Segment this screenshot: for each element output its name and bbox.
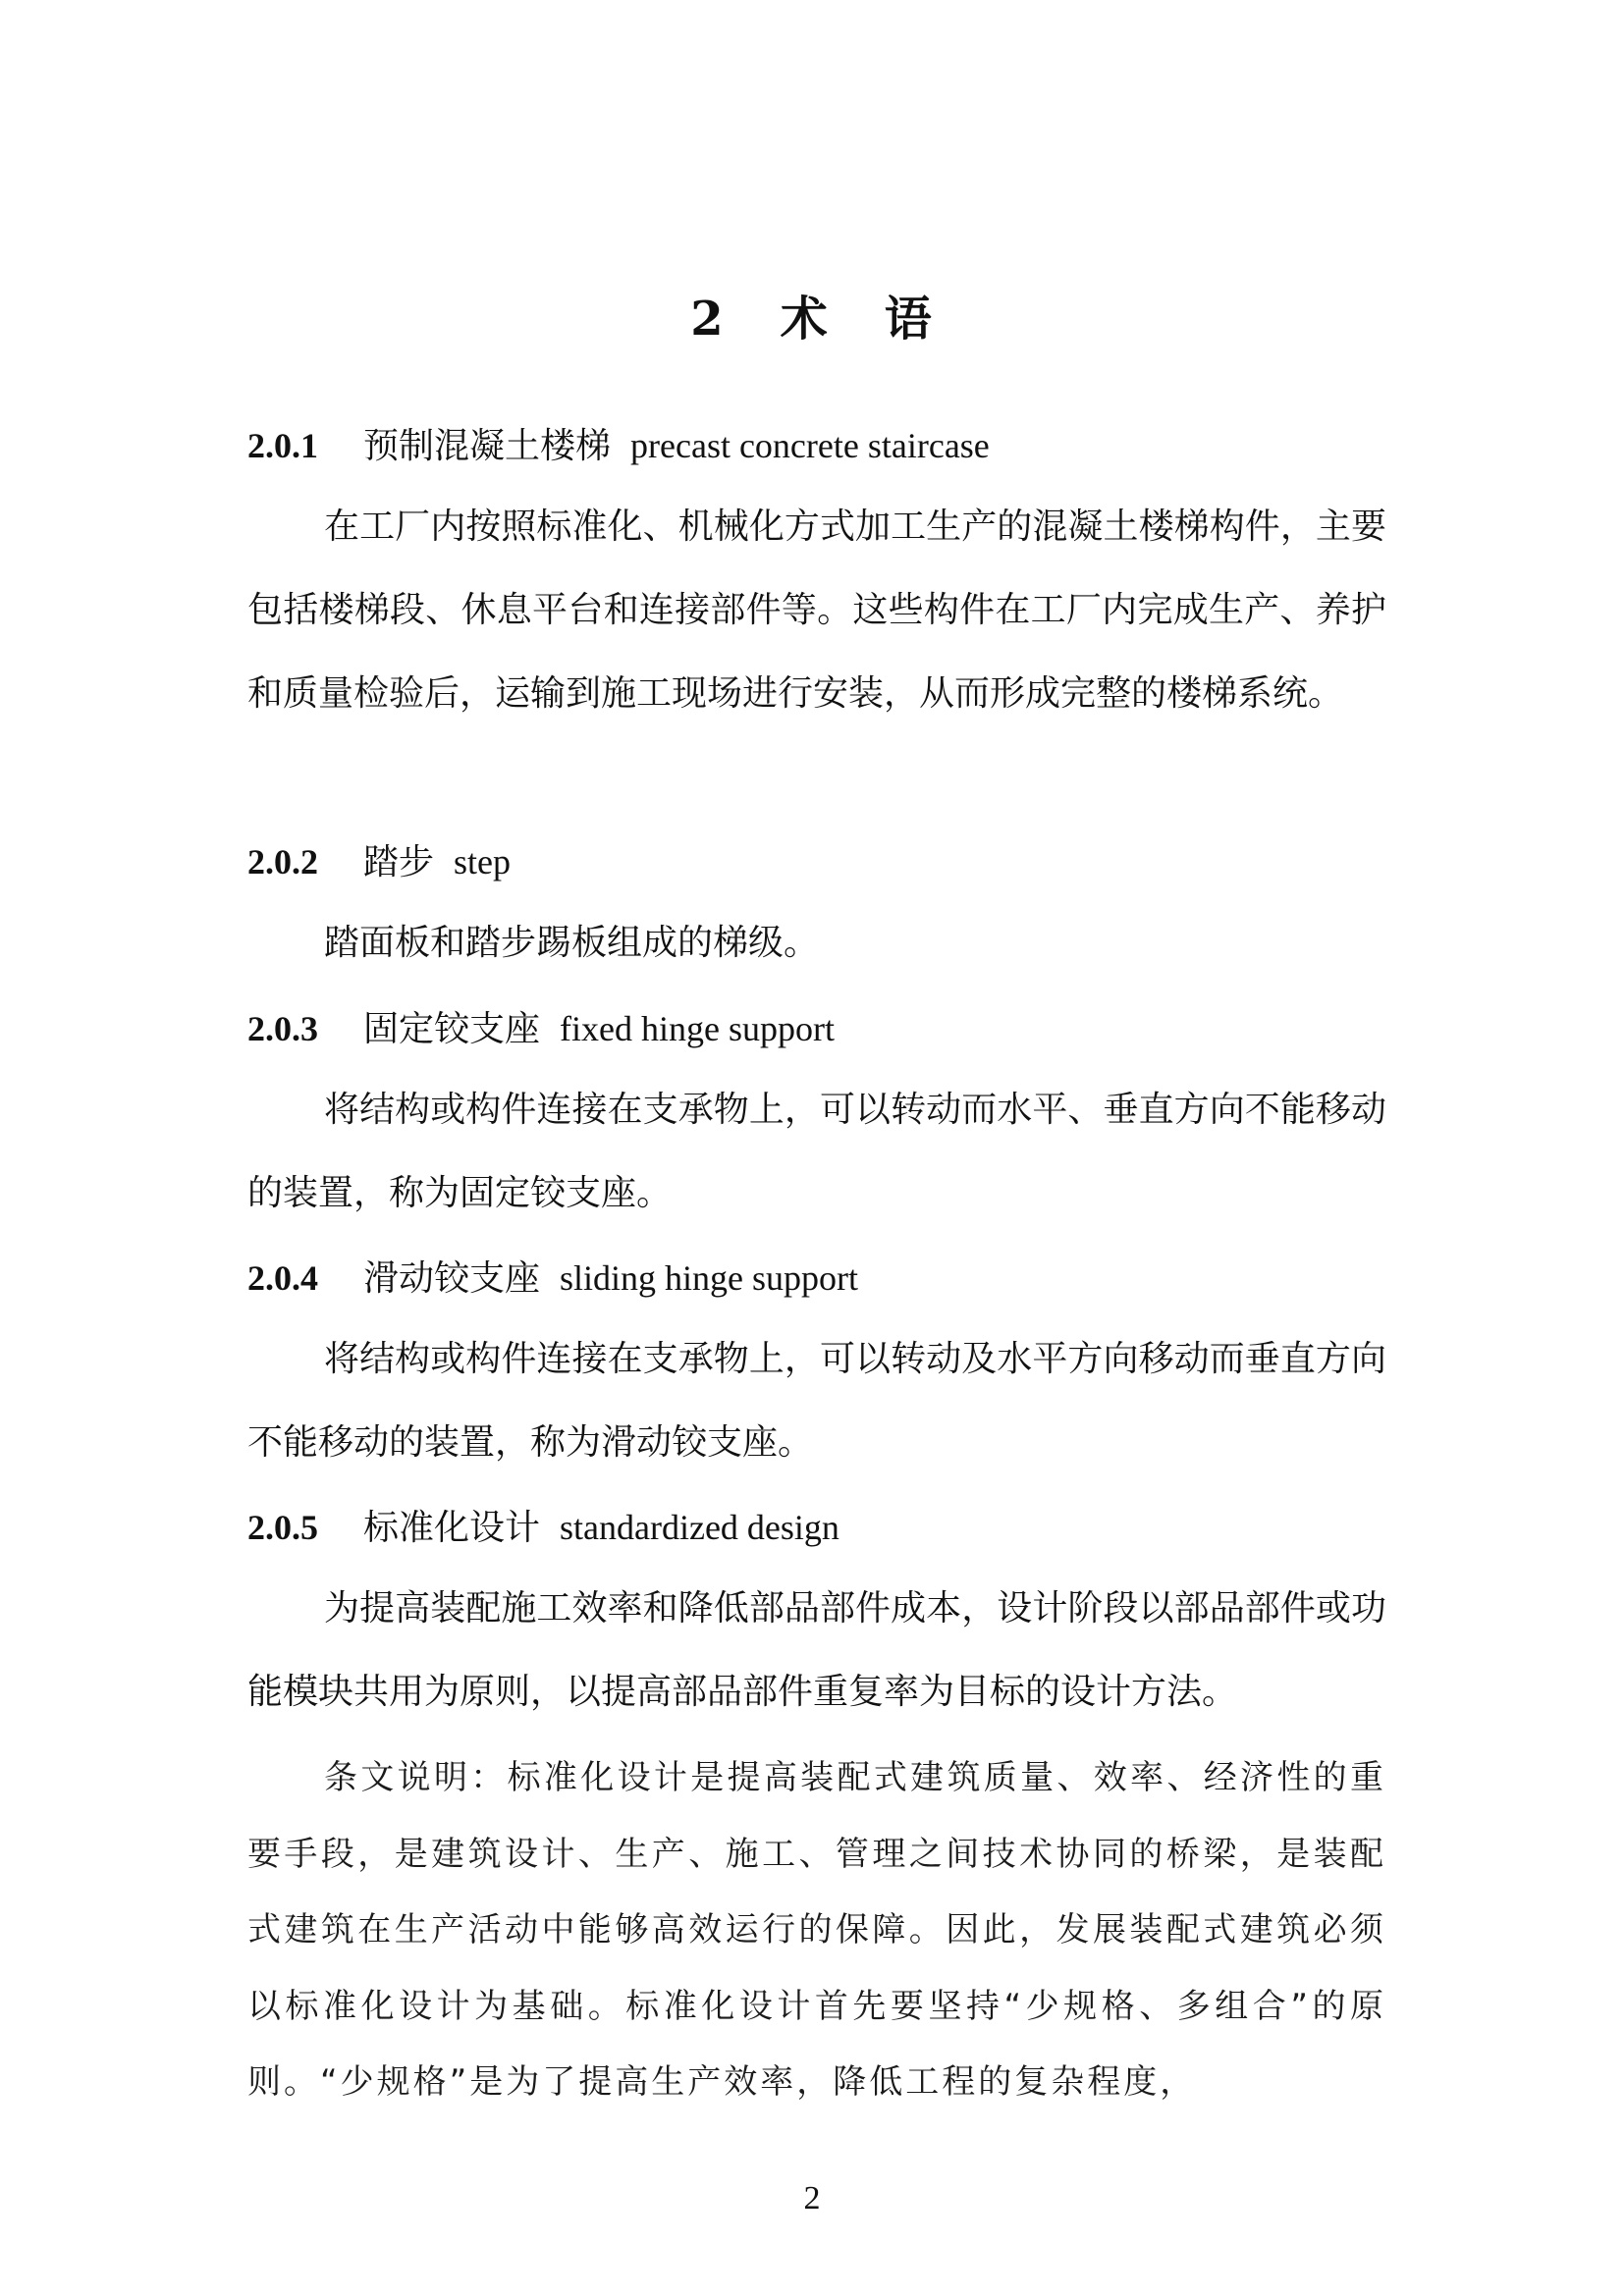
commentary-note: 条文说明：标准化设计是提高装配式建筑质量、效率、经济性的重要手段，是建筑设计、生产、施工、管理之间技术协同的桥梁，是装配式建筑在生产活动中能够高效运行的保障。因此，发展装配式建筑必须以标准化设计为基础。标准化设计首先要坚持“少规格、多组合”的原则。“少规格”是为了提高生产效率，降低工程的复杂程度， bbox=[247, 1758, 1386, 2102]
chapter-title bbox=[0, 285, 1624, 353]
term-code: 2.0.5 bbox=[247, 1508, 318, 1547]
term-definition-2-0-3: 将结构或构件连接在支承物上，可以转动而水平、垂直方向不能移动的装置，称为固定铰支座。 bbox=[247, 1090, 1386, 1213]
chapter-number: 2 bbox=[690, 292, 726, 347]
term-code: 2.0.4 bbox=[247, 1258, 318, 1298]
chapter-title-char-1: 术 bbox=[780, 292, 830, 347]
term-code: 2.0.2 bbox=[247, 842, 318, 881]
term-name-cn: 滑动铰支座 bbox=[363, 1258, 541, 1299]
term-code: 2.0.1 bbox=[247, 426, 318, 465]
chapter-title-char-2: 语 bbox=[884, 292, 934, 347]
term-name-en: standardized design bbox=[560, 1508, 839, 1547]
term-name-en: step bbox=[454, 842, 512, 881]
term-heading-2-0-3 bbox=[247, 999, 835, 1058]
term-name-cn: 标准化设计 bbox=[363, 1508, 541, 1548]
term-name-cn: 固定铰支座 bbox=[363, 1009, 541, 1049]
term-name-en: precast concrete staircase bbox=[630, 426, 990, 465]
term-name-en: fixed hinge support bbox=[560, 1009, 835, 1048]
term-name-cn: 踏步 bbox=[363, 842, 435, 882]
term-heading-2-0-4 bbox=[247, 1249, 858, 1308]
term-code: 2.0.3 bbox=[247, 1009, 318, 1048]
term-definition-2-0-2: 踏面板和踏步踢板组成的梯级。 bbox=[324, 923, 820, 963]
term-definition-2-0-5: 为提高装配施工效率和降低部品部件成本，设计阶段以部品部件或功能模块共用为原则，以提高部品部件重复率为目标的设计方法。 bbox=[247, 1588, 1386, 1712]
term-definition-2-0-1: 在工厂内按照标准化、机械化方式加工生产的混凝土楼梯构件，主要包括楼梯段、休息平台和连接部件等。这些构件在工厂内完成生产、养护和质量检验后，运输到施工现场进行安装，从而形成完整的楼梯系统。 bbox=[247, 507, 1386, 714]
term-name-en: sliding hinge support bbox=[560, 1258, 859, 1298]
term-heading-2-0-5 bbox=[247, 1498, 839, 1557]
term-heading-2-0-2 bbox=[247, 832, 511, 891]
term-heading-2-0-1 bbox=[247, 416, 990, 475]
term-name-cn: 预制混凝土楼梯 bbox=[363, 426, 612, 466]
page-number: 2 bbox=[803, 2180, 821, 2216]
term-definition-2-0-4: 将结构或构件连接在支承物上，可以转动及水平方向移动而垂直方向不能移动的装置，称为滑动铰支座。 bbox=[247, 1339, 1386, 1463]
